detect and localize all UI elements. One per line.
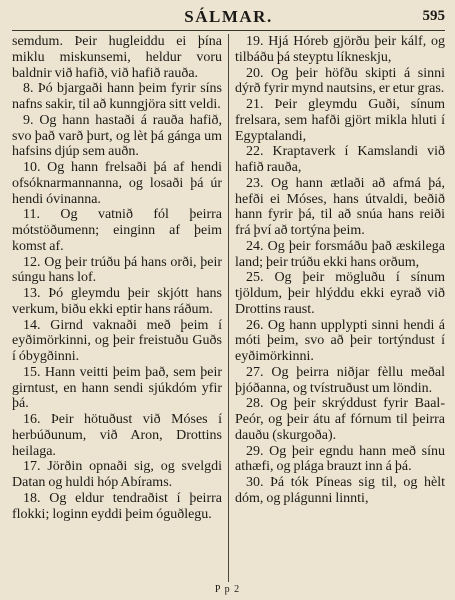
running-title: SÁLMAR. (184, 7, 273, 26)
verse-paragraph: 9. Og hann hastaði á rauða hafið, svo það varð þurt, og lèt þá gánga um hafsins djúp sem auðn. (12, 112, 222, 160)
verse-paragraph: 10. Og hann frelsaði þá af hendi ofsóknarmannanna, og losaði þá úr hendi óvinanna. (12, 160, 222, 207)
text-columns (12, 34, 445, 582)
running-header (12, 4, 445, 31)
verse-paragraph: 22. Kraptaverk í Kamslandi við hafið rauða, (235, 144, 445, 175)
verse-paragraph: 16. Þeir hötuðust við Móses í herbúðunum, við Aron, Drottins heilaga. (12, 412, 222, 459)
verse-paragraph: 23. Og hann ætlaði að afmá þá, hefði ei Móses, hans útvaldi, beðið hann fyrir þá, til að snúa hans reiði frá því að tortýna þeim. (235, 175, 445, 238)
verse-paragraph: 30. Þá tók Píneas sig til, og hèlt dóm, og plágunni linnti, (235, 475, 445, 506)
verse-paragraph: 19. Hjá Hóreb gjörðu þeir kálf, og tilbáðu þá steyptu líkneskju, (235, 34, 445, 65)
verse-paragraph: 27. Og þeirra niðjar fèllu meðal þjóðanna, og tvístruðust um löndin. (235, 364, 445, 396)
verse-paragraph: 21. Þeir gleymdu Guði, sínum frelsara, sem hafði gjört mikla hluti í Egyptalandi, (235, 97, 445, 144)
verse-paragraph: 15. Hann veitti þeim það, sem þeir girntust, en hann sendi sjúkdóm yfir þá. (12, 364, 222, 412)
verse-paragraph: 26. Og hann upplypti sinni hendi á móti þeim, svo að þeir tortýndust í eyðimörkinni. (235, 317, 445, 364)
verse-paragraph: 13. Þó gleymdu þeir skjótt hans verkum, biðu ekki eptir hans ráðum. (12, 286, 222, 317)
page-number: 595 (422, 8, 445, 24)
verse-paragraph: 14. Girnd vaknaði með þeim í eyðimörkinni, og þeir freistuðu Guðs í óbygðinni. (12, 317, 222, 364)
verse-paragraph: 12. Og þeir trúðu þá hans orði, þeir súngu hans lof. (12, 254, 222, 286)
verse-paragraph: 20. Og þeir höfðu skipti á sinni dýrð fyrir mynd nautsins, er etur gras. (235, 65, 445, 97)
verse-paragraph: 28. Og þeir skrýddust fyrir Baal-Peór, og þeir átu af fórnum til þeirra dauðu (skurgoða). (235, 396, 445, 443)
printer-signature-mark: P p 2 (214, 584, 241, 595)
verse-paragraph: 18. Og eldur tendraðist í þeirra flokki; loginn eyddi þeim óguðlegu. (12, 490, 222, 522)
verse-paragraph: semdum. Þeir hugleiddu ei þína miklu miskunsemi, heldur voru baldnir við hafið, við hafið rauða. (12, 34, 222, 81)
verse-paragraph: 24. Og þeir forsmáðu það æskilega land; þeir trúðu ekki hans orðum, (235, 238, 445, 270)
verse-paragraph: 8. Þó bjargaði hann þeim fyrir síns nafns sakir, til að kunngjöra sitt veldi. (12, 81, 222, 112)
verse-paragraph: 11. Og vatnið fól þeirra mótstöðumenn; einginn af þeim komst af. (12, 207, 222, 254)
right-column (229, 34, 445, 582)
verse-paragraph: 29. Og þeir egndu hann með sínu athæfi, og plága brauzt inn á þá. (235, 443, 445, 475)
left-column (12, 34, 228, 582)
verse-paragraph: 17. Jörðin opnaði sig, og svelgdi Datan og huldi hóp Abírams. (12, 459, 222, 490)
verse-paragraph: 25. Og þeir mögluðu í sínum tjöldum, þeir hlýddu ekki eyrað við Drottins raust. (235, 270, 445, 317)
